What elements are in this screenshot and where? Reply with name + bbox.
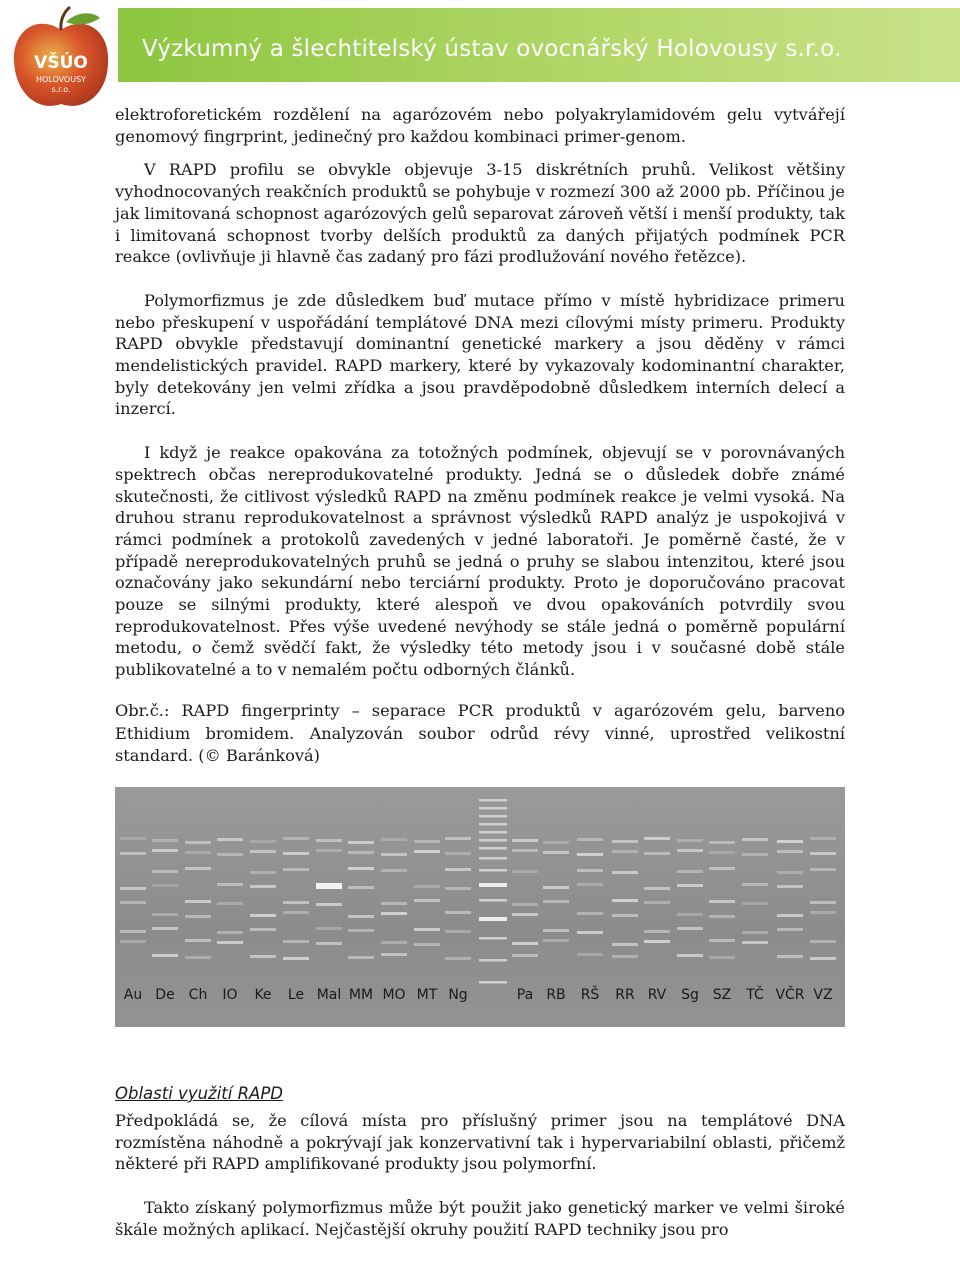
gel-band [445, 837, 471, 840]
gel-band [677, 849, 703, 852]
paragraph-reproducibility: I když je reakce opakována za totožných podmínek, objevují se v porovnávaných spektrech občas nereprodukovatelné produkty. Jedná se o důsledek dobře známé skutečnosti, že citlivost výsledků RAPD na změnu podmínek reakce je velmi vysoká. Na druhou stranu reprodukovatelnost a správnost výsledků RAPD analýz je uspokojivá v rámci podmínek a protokolů zavedených v jedné laboratoři. Je poměrně časté, že v případě nereprodukovatelných pruhů se jedná o pruhy se slabou intenzitou, které jsou označovány jako sekundární nebo terciární produkty. Proto je doporučováno pracovat pouze se silnými produkty, které alespoň ve dvou opakováních potvrdily svou reprodukovatelnost. Přes výše uvedené nevýhody se stále jedná o poměrně populární metodu, o čemž svědčí fakt, že výsledky této metody jsou i v současné době stále publikovatelné a to v nemalém počtu odborných článků. [115, 443, 845, 680]
gel-band [217, 931, 243, 934]
gel-band [677, 954, 703, 957]
gel-band [677, 870, 703, 873]
gel-band [250, 840, 276, 843]
lane-label: Le [287, 987, 305, 1003]
gel-band [777, 914, 803, 917]
gel-band [777, 850, 803, 853]
gel-band [120, 930, 146, 933]
gel-band [250, 871, 276, 874]
gel-band [152, 954, 178, 957]
gel-band [543, 851, 569, 854]
gel-band [612, 840, 638, 843]
gel-band [316, 927, 342, 930]
apple-logo-icon [8, 4, 114, 116]
lane-label: De [155, 987, 175, 1003]
paragraph-continued: elektroforetickém rozdělení na agarózovém nebo polyakrylamidovém gelu vytvářejí genomový fingrprint, jedinečný pro každou kombinaci primer-genom. [115, 105, 845, 146]
gel-band [612, 955, 638, 958]
gel-band [709, 956, 735, 959]
gel-band [777, 885, 803, 888]
ladder-band [479, 807, 507, 810]
lane-label: RV [647, 987, 667, 1003]
ladder-band [479, 839, 507, 842]
gel-band [185, 956, 211, 959]
gel-band [185, 841, 211, 844]
gel-band [612, 943, 638, 946]
ladder-band [479, 869, 507, 872]
lane-label: MM [348, 987, 374, 1003]
gel-band [348, 851, 374, 854]
gel-band [577, 931, 603, 934]
gel-band [152, 927, 178, 930]
paragraph-applications: Takto získaný polymorfizmus může být použit jako genetický marker ve velmi široké škále možných aplikací. Nejčastější okruhy použití RAPD techniky jsou pro [115, 1198, 845, 1239]
lane-label: IO [222, 987, 238, 1003]
lane-label: SZ [712, 987, 732, 1003]
paragraph-target-sites: Předpokládá se, že cílová místa pro příslušný primer jsou na templátové DNA rozmístěna náhodně a pokrývají jak konzervativní tak i hypervariabilní oblasti, přičemž některé při RAPD amplifikované produkty jsou polymorfní. [115, 1111, 845, 1174]
gel-band [250, 885, 276, 888]
ladder-band [479, 959, 507, 962]
gel-band [644, 852, 670, 855]
gel-band [543, 841, 569, 844]
gel-band [348, 886, 374, 889]
gel-band [742, 853, 768, 856]
gel-band [381, 869, 407, 872]
gel-band [810, 852, 836, 855]
gel-band [348, 915, 374, 918]
gel-band [316, 849, 342, 852]
gel-band [414, 850, 440, 853]
gel-band [283, 957, 309, 960]
gel-band [120, 852, 146, 855]
ladder-band [479, 937, 507, 940]
gel-band [152, 870, 178, 873]
gel-band [709, 851, 735, 854]
gel-band [250, 928, 276, 931]
section-text [115, 1110, 845, 1263]
lane-label: Ke [254, 987, 272, 1003]
gel-band [543, 900, 569, 903]
gel-band [742, 883, 768, 886]
gel-band [217, 902, 243, 905]
gel-band [577, 838, 603, 841]
gel-band [152, 849, 178, 852]
gel-band [381, 853, 407, 856]
gel-band [512, 913, 538, 916]
lane-label: Pa [516, 987, 534, 1003]
gel-band [381, 902, 407, 905]
gel-band [777, 928, 803, 931]
svg-text:VŠÚO: VŠÚO [34, 53, 88, 73]
gel-band [414, 943, 440, 946]
gel-image [115, 787, 845, 1027]
ladder-band [479, 831, 507, 834]
gel-band [777, 955, 803, 958]
gel-band [810, 940, 836, 943]
gel-band [414, 840, 440, 843]
gel-band [709, 939, 735, 942]
lane-label: Ng [448, 987, 468, 1003]
lane-label: VZ [813, 987, 833, 1003]
paragraph-rapd-profile: V RAPD profilu se obvykle objevuje 3-15 diskrétních pruhů. Velikost většiny vyhodnocovaných reakčních produktů se pohybuje v rozmezí 300 až 2000 pb. Příčinou je jak limitovaná schopnost agarózových gelů separovat zároveň větší i menší produkty, tak i limitovaná schopnost tvorby delších produktů za daných přijatých podmínek PCR reakce (ovlivňuje ji hlavně čas zadaný pro fázi prodlužování nového řetězce). [115, 160, 846, 267]
gel-band [577, 853, 603, 856]
gel-band [709, 841, 735, 844]
gel-band [217, 883, 243, 886]
gel-band [445, 852, 471, 855]
gel-band [709, 867, 735, 870]
gel-band [217, 853, 243, 856]
gel-band [445, 957, 471, 960]
gel-band [283, 852, 309, 855]
gel-band [512, 870, 538, 873]
gel-band [348, 867, 374, 870]
gel-band [577, 869, 603, 872]
gel-band-bright [316, 883, 342, 889]
lane-label: Au [123, 987, 143, 1003]
gel-band [381, 941, 407, 944]
gel-band [644, 837, 670, 840]
gel-band [512, 942, 538, 945]
figure-caption: Obr.č.: RAPD fingerprinty – separace PCR produktů v agarózovém gelu, barveno Ethidium bromidem. Analyzován soubor odrůd révy vinné, uprostřed velikostní standard. (© Baránková) [115, 701, 845, 765]
gel-band [512, 849, 538, 852]
ladder-band [479, 815, 507, 818]
gel-band [543, 929, 569, 932]
gel-band [348, 929, 374, 932]
section-heading: Oblasti využití RAPD [115, 1084, 283, 1103]
gel-band [185, 915, 211, 918]
gel-band [512, 839, 538, 842]
lane-label: Sg [681, 987, 699, 1003]
header-title: Výzkumný a šlechtitelský ústav ovocnářský Holovousy s.r.o. [142, 36, 842, 62]
gel-band [612, 871, 638, 874]
gel-band [810, 901, 836, 904]
svg-text:s.r.o.: s.r.o. [51, 85, 71, 94]
gel-band [381, 953, 407, 956]
gel-band [283, 911, 309, 914]
gel-band [185, 939, 211, 942]
gel-band [810, 957, 836, 960]
ladder-band [479, 823, 507, 826]
gel-band [445, 868, 471, 871]
page-header [0, 0, 960, 94]
gel-band [316, 942, 342, 945]
ladder-band [479, 981, 507, 984]
gel-band [512, 954, 538, 957]
gel-band [283, 837, 309, 840]
gel-band [810, 911, 836, 914]
gel-band [677, 884, 703, 887]
gel-band [577, 953, 603, 956]
gel-band [217, 941, 243, 944]
gel-band [381, 838, 407, 841]
ladder-band [479, 847, 507, 850]
gel-band [381, 912, 407, 915]
gel-band [316, 839, 342, 842]
ladder-band [479, 857, 507, 860]
ladder-band [479, 917, 507, 921]
lane-label: RŠ [580, 987, 600, 1003]
lane-label: TČ [746, 987, 764, 1003]
svg-text:HOLOVOUSY: HOLOVOUSY [35, 75, 87, 84]
gel-band [543, 886, 569, 889]
gel-band [612, 850, 638, 853]
gel-band [644, 887, 670, 890]
gel-band [709, 915, 735, 918]
gel-band [445, 930, 471, 933]
lane-label: MT [416, 987, 438, 1003]
gel-band [348, 956, 374, 959]
gel-band [250, 850, 276, 853]
gel-band [152, 913, 178, 916]
gel-band [250, 955, 276, 958]
gel-band [185, 851, 211, 854]
lane-label: MO [382, 987, 406, 1003]
gel-band [810, 837, 836, 840]
gel-band [414, 928, 440, 931]
lane-label: RB [546, 987, 566, 1003]
gel-band [577, 912, 603, 915]
gel-band [414, 899, 440, 902]
gel-band [577, 883, 603, 886]
gel-band [677, 927, 703, 930]
gel-band [777, 871, 803, 874]
ladder-band [479, 883, 507, 887]
gel-band [777, 840, 803, 843]
gel-band [283, 940, 309, 943]
ladder-band [479, 799, 507, 802]
gel-band [644, 940, 670, 943]
gel-band [283, 901, 309, 904]
gel-band [120, 940, 146, 943]
lane-label: Ch [188, 987, 208, 1003]
gel-band [742, 941, 768, 944]
gel-band [120, 837, 146, 840]
lane-label: RR [615, 987, 635, 1003]
gel-band [120, 901, 146, 904]
main-text [115, 104, 845, 703]
gel-band [512, 903, 538, 906]
gel-band [543, 939, 569, 942]
lane-label: VČR [775, 987, 805, 1003]
gel-band [250, 914, 276, 917]
gel-band [742, 902, 768, 905]
gel-band [348, 841, 374, 844]
gel-band [445, 887, 471, 890]
gel-band [644, 930, 670, 933]
gel-band [677, 839, 703, 842]
gel-band [677, 913, 703, 916]
gel-band [709, 900, 735, 903]
gel-band [316, 903, 342, 906]
gel-band [612, 914, 638, 917]
gel-band [120, 887, 146, 890]
gel-band [810, 868, 836, 871]
gel-band [742, 931, 768, 934]
ladder-band [479, 899, 507, 902]
gel-band [185, 900, 211, 903]
gel-band [742, 838, 768, 841]
gel-band [445, 911, 471, 914]
gel-band [283, 868, 309, 871]
gel-band [644, 901, 670, 904]
paragraph-polymorphism: Polymorfizmus je zde důsledkem buď mutace přímo v místě hybridizace primeru nebo přeskupení v uspořádání templátové DNA mezi cílovými místy primeru. Produkty RAPD obvykle představují dominantní genetické markery a jsou děděny v rámci mendelistických pravidel. RAPD markery, které by vykazovaly kodominantní charakter, byly detekovány jen velmi zřídka a jsou pravděpodobně důsledkem interních delecí a inzercí. [115, 290, 845, 419]
gel-band [185, 867, 211, 870]
lane-label: Mal [316, 987, 342, 1003]
gel-band [612, 899, 638, 902]
gel-band [414, 885, 440, 888]
gel-band [152, 884, 178, 887]
gel-figure [115, 787, 845, 1027]
gel-band [152, 839, 178, 842]
gel-band [217, 838, 243, 841]
